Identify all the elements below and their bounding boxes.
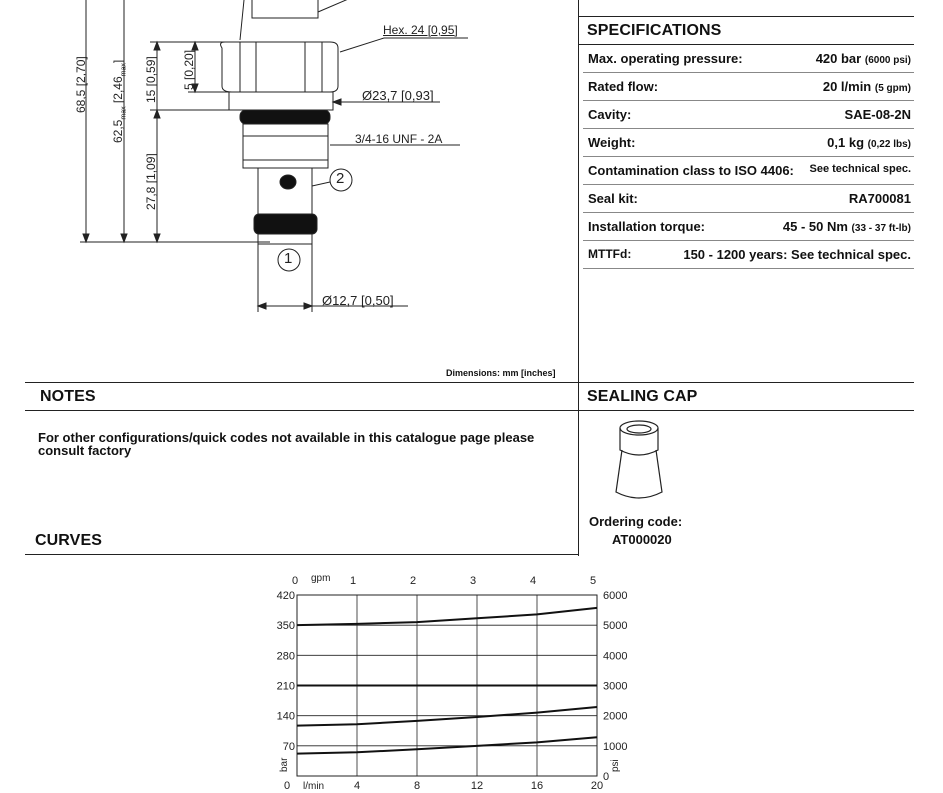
y-right-tick-label: 4000 (603, 650, 628, 663)
dim-15-label: 15 [0,59] (144, 56, 158, 103)
x-axis-label: l/min (303, 781, 325, 792)
spec-row-weight: Weight: 0,1 kg (0,22 lbs) (583, 129, 914, 157)
dim-5-label: 5 [0,20] (182, 49, 196, 90)
notes-text: For other configurations/quick codes not available in this catalogue page please consult factory (38, 430, 535, 458)
x-top-tick-label: 3 (469, 575, 477, 587)
x-bottom-tick-label: 4 (353, 780, 361, 792)
port-2-label: 2 (336, 170, 345, 187)
x-bottom-tick-label: 16 (530, 780, 544, 792)
y-axis-label: bar (279, 757, 290, 772)
y-left-tick-label: 280 (276, 650, 295, 663)
y-right-tick-label: 0 (603, 771, 610, 783)
port-1-label: 1 (284, 250, 293, 267)
x-top-tick-label: 0 (291, 575, 299, 587)
y-right-tick-label: 2000 (603, 710, 628, 723)
spec-row-cavity: Cavity: SAE-08-2N (583, 101, 914, 129)
series-line-1 (297, 608, 597, 625)
dim-total-label: 68,5 [2,70] (74, 56, 88, 113)
x-bottom-tick-label: 8 (413, 780, 421, 792)
spec-row-pressure: Max. operating pressure: 420 bar (6000 psi) (583, 45, 914, 73)
ordering-code-label: Ordering code: (589, 514, 683, 529)
notes-title: NOTES (40, 388, 96, 405)
y-right-tick-label: 6000 (603, 590, 628, 602)
specifications-title: SPECIFICATIONS (587, 22, 722, 39)
spec-row-contamination: Contamination class to ISO 4406: See technical spec. (583, 157, 914, 185)
series-line-3 (297, 707, 597, 726)
y-left-tick-label: 70 (282, 740, 295, 753)
series-line-4 (297, 737, 597, 753)
x-bottom-tick-label: 0 (283, 780, 291, 792)
sealing-cap-title: SEALING CAP (587, 388, 698, 405)
y-right-tick-label: 3000 (603, 680, 628, 693)
x-top-unit-label: gpm (311, 573, 331, 584)
hex-label: Hex. 24 [0,95] (383, 23, 458, 37)
dim-max-label: $62,5_{max}$ $[2,46_{max}]$ (111, 59, 128, 143)
x-top-tick-label: 4 (529, 575, 537, 587)
y-right-axis-label: psi (610, 759, 621, 772)
thread-label: 3/4-16 UNF - 2A (355, 132, 443, 146)
ordering-code-value: AT000020 (612, 532, 672, 547)
spec-row-torque: Installation torque: 45 - 50 Nm (33 - 37 ft-lb) (583, 213, 914, 241)
x-top-tick-label: 5 (589, 575, 597, 587)
x-top-tick-label: 1 (349, 575, 357, 587)
y-left-tick-label: 420 (276, 590, 295, 602)
dim-27-label: 27,8 [1,09] (144, 153, 158, 210)
dimensions-note: Dimensions: mm [inches] (446, 368, 556, 378)
spec-row-flow: Rated flow: 20 l/min (5 gpm) (583, 73, 914, 101)
y-left-tick-label: 210 (276, 680, 295, 693)
x-bottom-tick-label: 12 (470, 780, 484, 792)
curves-title: CURVES (35, 532, 102, 549)
y-left-tick-label: 350 (276, 620, 295, 633)
bottom-diameter-label: Ø12,7 [0,50] (322, 293, 394, 308)
x-bottom-tick-label: 20 (590, 780, 604, 792)
spec-row-seal-kit: Seal kit: RA700081 (583, 185, 914, 213)
x-top-tick-label: 2 (409, 575, 417, 587)
y-left-tick-label: 140 (276, 710, 295, 723)
body-diameter-label: Ø23,7 [0,93] (362, 88, 434, 103)
y-right-tick-label: 5000 (603, 620, 628, 633)
y-right-tick-label: 1000 (603, 740, 628, 753)
spec-row-mttfd: MTTFd: 150 - 1200 years: See technical spec. (583, 241, 914, 269)
